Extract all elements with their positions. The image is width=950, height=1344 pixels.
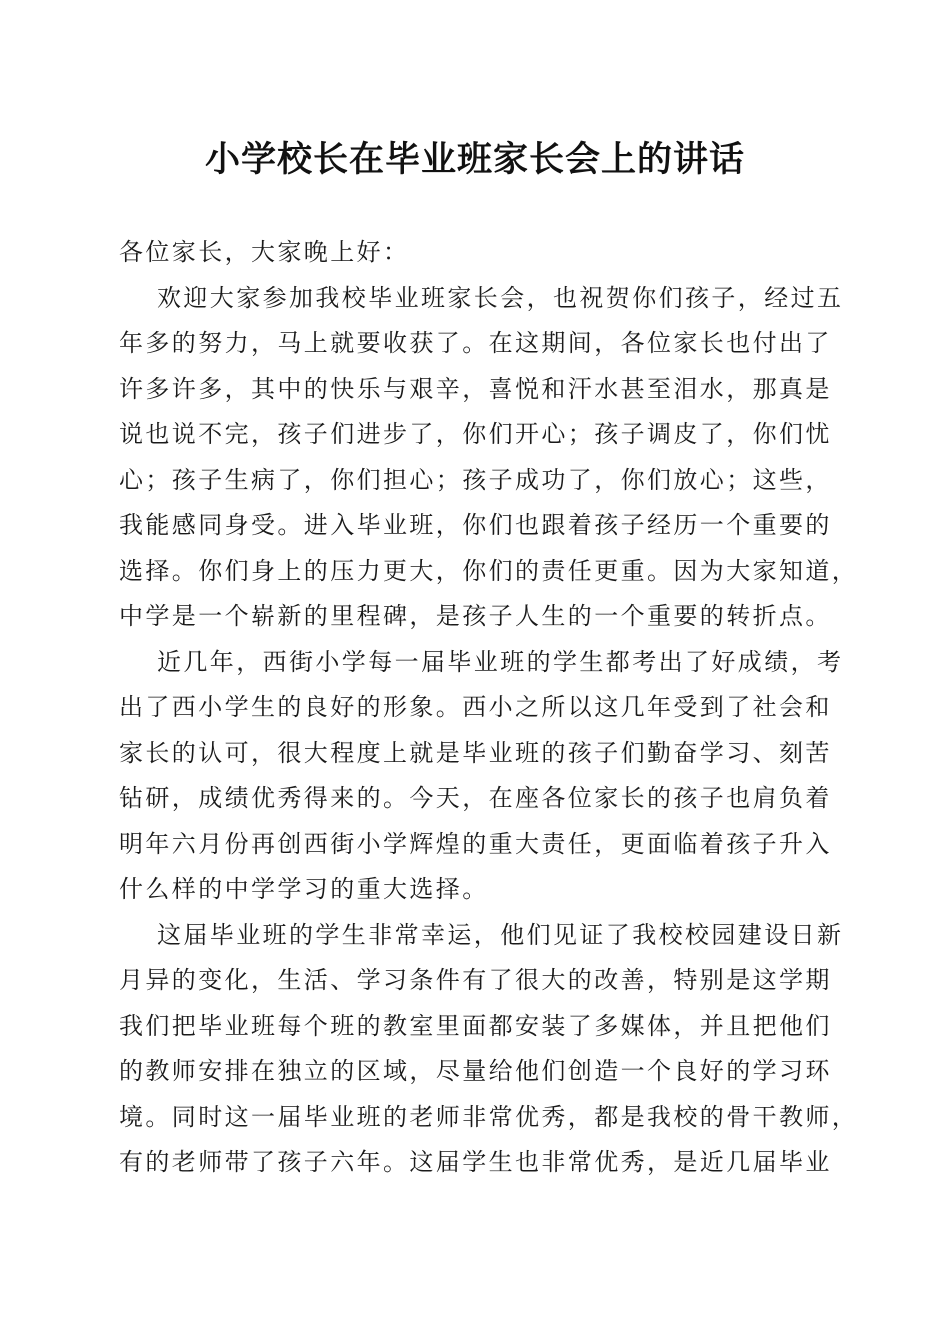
paragraph-line: 我们把毕业班每个班的教室里面都安装了多媒体，并且把他们 — [119, 1011, 832, 1040]
paragraph-line: 说也说不完，孩子们进步了，你们开心；孩子调皮了，你们忧 — [119, 420, 832, 448]
salutation-line: 各位家长，大家晚上好： — [119, 238, 410, 266]
paragraph-line: 这届毕业班的学生非常幸运，他们见证了我校校园建设日新 — [157, 920, 844, 949]
paragraph-line: 月异的变化，生活、学习条件有了很大的改善，特别是这学期 — [119, 966, 832, 994]
paragraph-line: 钻研，成绩优秀得来的。今天，在座各位家长的孩子也肩负着 — [119, 784, 832, 812]
paragraph-line: 中学是一个崭新的里程碑，是孩子人生的一个重要的转折点。 — [119, 602, 832, 630]
document-title: 小学校长在毕业班家长会上的讲话 — [204, 139, 745, 180]
paragraph-line: 境。同时这一届毕业班的老师非常优秀，都是我校的骨干教师， — [119, 1102, 859, 1131]
paragraph-line: 的教师安排在独立的区域，尽量给他们创造一个良好的学习环 — [119, 1057, 832, 1085]
document-body — [119, 230, 859, 1186]
paragraph-line: 家长的认可，很大程度上就是毕业班的孩子们勤奋学习、刻苦 — [119, 738, 832, 767]
paragraph-line: 什么样的中学学习的重大选择。 — [119, 875, 489, 903]
paragraph-line: 选择。你们身上的压力更大，你们的责任更重。因为大家知道， — [119, 556, 859, 585]
paragraph-line: 明年六月份再创西街小学辉煌的重大责任，更面临着孩子升入 — [119, 829, 832, 858]
paragraph-line: 心；孩子生病了，你们担心；孩子成功了，你们放心；这些， — [119, 465, 832, 494]
paragraph-line: 出了西小学生的良好的形象。西小之所以这几年受到了社会和 — [119, 693, 832, 721]
paragraph-line: 近几年，西街小学每一届毕业班的学生都考出了好成绩，考 — [157, 647, 844, 676]
paragraph-line: 欢迎大家参加我校毕业班家长会，也祝贺你们孩子，经过五 — [157, 283, 844, 312]
paragraph-line: 我能感同身受。进入毕业班，你们也跟着孩子经历一个重要的 — [119, 511, 832, 539]
paragraph-line: 许多许多，其中的快乐与艰辛，喜悦和汗水甚至泪水，那真是 — [119, 374, 832, 403]
paragraph-line: 有的老师带了孩子六年。这届学生也非常优秀，是近几届毕业 — [119, 1148, 832, 1176]
paragraph-line: 年多的努力，马上就要收获了。在这期间，各位家长也付出了 — [119, 329, 832, 357]
